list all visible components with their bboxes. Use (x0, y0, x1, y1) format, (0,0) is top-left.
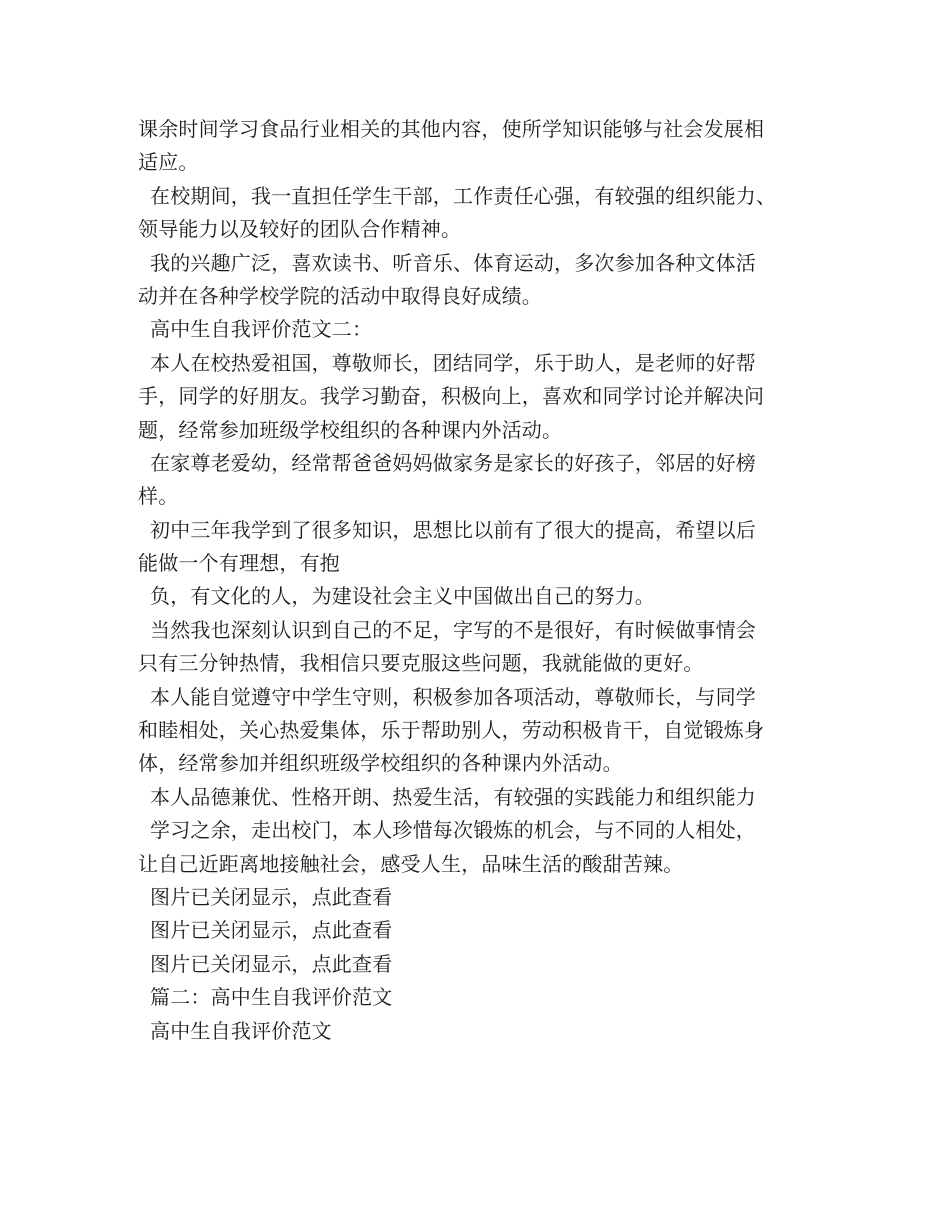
image-hidden-link[interactable]: 图片已关闭显示，点此查看 (150, 884, 393, 909)
text-line: 负，有文化的人，为建设社会主义中国做出自己的努力。 (150, 584, 655, 609)
text-line: 手，同学的好朋友。我学习勤奋，积极向上，喜欢和同学讨论并解决问 (138, 384, 765, 409)
text-line: 本人品德兼优、性格开朗、热爱生活，有较强的实践能力和组织能力 (150, 784, 756, 809)
text-line: 本人在校热爱祖国，尊敬师长，团结同学，乐于助人，是老师的好帮 (150, 350, 756, 375)
text-line: 课余时间学习食品行业相关的其他内容，使所学知识能够与社会发展相 (138, 117, 765, 141)
text-line: 让自己近距离地接触社会，感受人生，品味生活的酸甜苦辣。 (138, 851, 684, 876)
text-line: 在校期间，我一直担任学生干部，工作责任心强，有较强的组织能力、 (150, 183, 777, 208)
text-line: 只有三分钟热情，我相信只要克服这些问题，我就能做的更好。 (138, 651, 704, 676)
image-hidden-link[interactable]: 图片已关闭显示，点此查看 (150, 951, 393, 976)
text-line: 和睦相处，关心热爱集体，乐于帮助别人，劳动积极肯干，自觉锻炼身 (138, 718, 765, 743)
text-line: 领导能力以及较好的团队合作精神。 (138, 217, 462, 242)
text-line: 学习之余，走出校门，本人珍惜每次锻炼的机会，与不同的人相处， (150, 818, 756, 843)
text-line: 初中三年我学到了很多知识，思想比以前有了很大的提高，希望以后 (150, 517, 756, 542)
text-line: 题，经常参加班级学校组织的各种课内外活动。 (138, 417, 563, 442)
section-heading: 篇二：高中生自我评价范文 (150, 985, 393, 1010)
text-line: 在家尊老爱幼，经常帮爸爸妈妈做家务是家长的好孩子，邻居的好榜 (150, 450, 756, 475)
text-line: 我的兴趣广泛，喜欢读书、听音乐、体育运动，多次参加各种文体活 (150, 250, 756, 275)
document-body (138, 113, 828, 1048)
text-line: 适应。 (138, 150, 199, 175)
section-heading: 高中生自我评价范文 (150, 1018, 332, 1043)
text-line: 能做一个有理想，有抱 (138, 551, 340, 576)
text-line: 动并在各种学校学院的活动中取得良好成绩。 (138, 283, 542, 308)
image-hidden-link[interactable]: 图片已关闭显示，点此查看 (150, 918, 393, 943)
text-line: 本人能自觉遵守中学生守则，积极参加各项活动，尊敬师长，与同学 (150, 684, 756, 709)
section-heading: 高中生自我评价范文二： (150, 317, 373, 342)
text-line: 样。 (138, 484, 179, 509)
text-line: 当然我也深刻认识到自己的不足，字写的不是很好，有时候做事情会 (150, 617, 756, 642)
text-line: 体，经常参加并组织班级学校组织的各种课内外活动。 (138, 751, 623, 776)
